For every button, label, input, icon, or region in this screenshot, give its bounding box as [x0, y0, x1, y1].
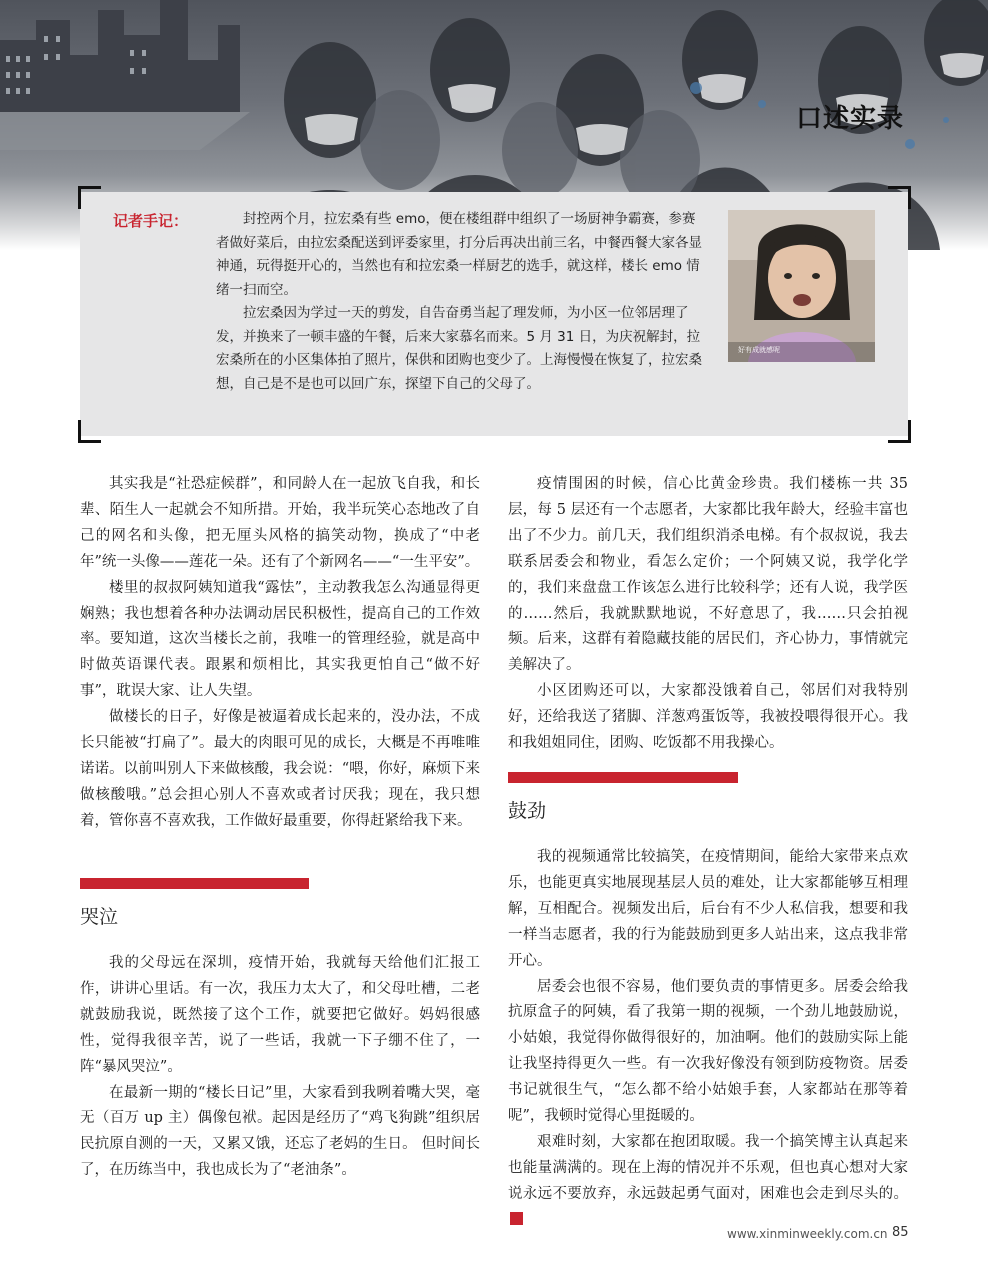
right-column	[508, 472, 908, 757]
portrait-photo	[728, 210, 875, 362]
section-heading-crying: 哭泣	[80, 906, 119, 928]
body-paragraph: 我的视频通常比较搞笑，在疫情期间，能给大家带来点欢乐，也能更真实地展现基层人员的难处，让大家都能够互相理解，互相配合。视频发出后，后台有不少人私信我，想要和我一样当志愿者，我的行为能鼓励到更多人站出来，这点我非常开心。	[508, 849, 908, 969]
portrait-illustration	[728, 210, 875, 362]
closing-paragraph-text: 艰难时刻，大家都在抱团取暖。我一个搞笑博主认真起来也能量满满的。现在上海的情况并不乐观，但也真心想对大家说永远不要放弃，永远鼓起勇气面对，困难也会走到尽头的。	[508, 1133, 908, 1202]
body-paragraph: 做楼长的日子，好像是被逼着成长起来的，没办法，不成长只能被“打扁了”。最大的肉眼可见的成长，大概是不再唯唯诺诺。以前叫别人下来做核酸，我会说：“喂，你好，麻烦下来做核酸哦。”总会担心别人不喜欢或者讨厌我；现在，我只想着，管你喜不喜欢我，工作做好最重要，你得赶紧给我下来。	[80, 709, 480, 829]
section-heading-encouragement: 鼓劲	[508, 800, 547, 822]
section-divider-bar	[80, 878, 309, 889]
reporter-note-text	[216, 208, 702, 396]
section-title: 口述实录	[796, 104, 905, 134]
body-paragraph: 在最新一期的“楼长日记”里，大家看到我咧着嘴大哭，毫无（百万 up 主）偶像包袱。起因是经历了“鸡飞狗跳”组织居民抗原自测的一天，又累又饿，还忘了老妈的生日。 但时间长了，在历练当中，我也成长为了“老油条”。	[80, 1084, 480, 1179]
left-column-section	[80, 951, 480, 1184]
right-column-section	[508, 845, 908, 1234]
section-divider-bar	[508, 772, 738, 783]
left-column	[80, 472, 480, 835]
body-paragraph: 小区团购还可以，大家都没饿着自己，邻居们对我特别好，还给我送了猪脚、洋葱鸡蛋饭等，我被投喂得很开心。我和我姐姐同住，团购、吃饭都不用我操心。	[508, 683, 908, 752]
corner-bracket-bottom-left	[78, 420, 101, 443]
corner-bracket-top-right	[888, 186, 911, 209]
body-paragraph: 居委会也很不容易，他们要负责的事情更多。居委会给我抗原盒子的阿姨，看了我第一期的视频，一个劲儿地鼓励说，小姑娘，我觉得你做得很好的，加油啊。他们的鼓励实际上能让我坚持得更久一些。有一次我好像没有领到防疫物资。居委书记就很生气，“怎么都不给小姑娘手套，人家都站在那等着呢”，我顿时觉得心里挺暖的。	[508, 978, 908, 1125]
body-paragraph: 疫情围困的时候，信心比黄金珍贵。我们楼栋一共 35 层，每 5 层还有一个志愿者，大家都比我年龄大，经验丰富也出了不少力。前几天，我们组织消杀电梯。有个叔叔说，我去联系居委会和物业，看怎么定价；一个阿姨又说，我学化学的，我们来盘盘工作该怎么进行比较科学；还有人说，我学医的……然后，我就默默地说，不好意思了，我……只会拍视频。后来，这群有着隐藏技能的居民们，齐心协力，事情就完美解决了。	[508, 476, 908, 674]
corner-bracket-bottom-right	[888, 420, 911, 443]
photo-caption: 好有成就感呢	[738, 346, 780, 354]
reporter-note-label: 记者手记：	[113, 212, 189, 230]
body-paragraph: 楼里的叔叔阿姨知道我“露怯”，主动教我怎么沟通显得更娴熟；我也想着各种办法调动居民积极性，提高自己的工作效率。要知道，这次当楼长之前，我唯一的管理经验，就是高中时做英语课代表。跟累和烦相比，其实我更怕自己“做不好事”，耽误大家、让人失望。	[80, 579, 480, 700]
body-paragraph: 其实我是“社恐症候群”，和同龄人在一起放飞自我，和长辈、陌生人一起就会不知所措。开始，我半玩笑心态地改了自己的网名和头像，把无厘头风格的搞笑动物，换成了“中老年”统一头像——莲花一朵。还有了个新网名——“一生平安”。	[80, 476, 480, 570]
body-paragraph	[508, 1130, 908, 1234]
page-number: 85	[892, 1225, 909, 1240]
footer-website-url: www.xinminweekly.com.cn	[727, 1227, 888, 1241]
corner-bracket-top-left	[78, 186, 101, 209]
body-paragraph: 我的父母远在深圳，疫情开始，我就每天给他们汇报工作，讲讲心里话。有一次，我压力太大了，和父母吐槽，二老就鼓励我说，既然接了这个工作，就要把它做好。妈妈很感性，觉得我很辛苦，说了一些话，我就一下子绷不住了，一阵“暴风哭泣”。	[80, 955, 480, 1075]
end-of-article-icon	[510, 1212, 523, 1225]
reporter-note-paragraph: 拉宏桑因为学过一天的剪发，自告奋勇当起了理发师，为小区一位邻居理了发，并换来了一顿丰盛的午餐，后来大家慕名而来。5 月 31 日，为庆祝解封，拉宏桑所在的小区集体拍了照片，保供和团购也变少了。上海慢慢在恢复了，拉宏桑想，自己是不是也可以回广东，探望下自己的父母了。	[216, 305, 702, 392]
reporter-note-paragraph: 封控两个月，拉宏桑有些 emo，便在楼组群中组织了一场厨神争霸赛，参赛者做好菜后，由拉宏桑配送到评委家里，打分后再决出前三名，中餐西餐大家各显神通，玩得挺开心的，当然也有和拉宏桑一样厨艺的选手，就这样，楼长 emo 情绪一扫而空。	[216, 211, 702, 298]
